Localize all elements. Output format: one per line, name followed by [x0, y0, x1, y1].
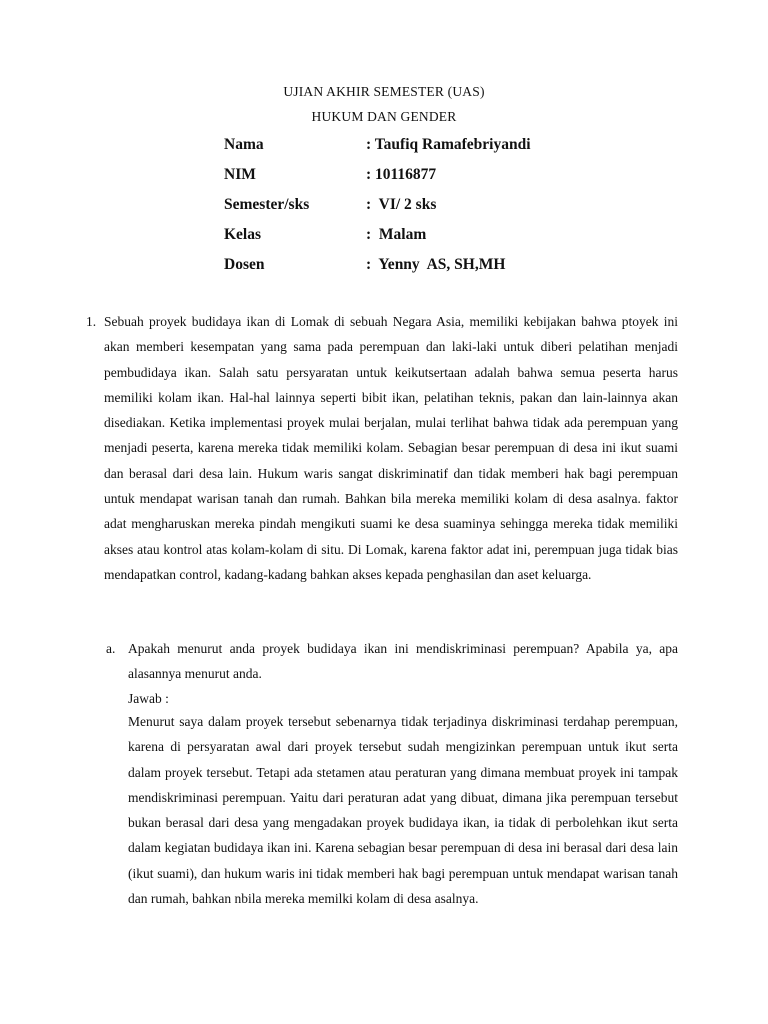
subquestion-letter: a. — [106, 641, 116, 656]
identity-value: : Malam — [366, 226, 427, 243]
subquestion-text: Apakah menurut anda proyek budidaya ikan ini mendiskriminasi perempuan? Apabila ya, apa alasannya menurut anda. — [128, 641, 678, 682]
identity-label: Nama — [224, 136, 264, 153]
identity-label: Kelas — [224, 226, 262, 243]
question-text: Sebuah proyek budidaya ikan di Lomak di sebuah Negara Asia, memiliki kebijakan bahwa ptoyek ini akan memberi kesempatan yang sama pada perempuan dan laki-laki untuk diberi pelatihan menjadi pembudidaya ikan. Salah satu persyaratan untuk keikutsertaan adalah bahwa semua peserta harus memiliki kolam ikan. Hal-hal lainnya seperti bibit ikan, pelatihan teknis, pakan dan lain-lainnya akan disediakan. Ketika implementasi proyek mulai berjalan, mulai terlihat bahwa tidak ada perempuan yang menjadi peserta, karena mereka tidak memiliki kolam. Sebagian besar perempuan di desa ini ikut suami dan berasal dari desa lain. Hukum waris sangat diskriminatif dan tidak memberi hak bagi perempuan untuk mendapat warisan tanah dan rumah. Bahkan bila mereka memiliki kolam di desa asalnya. faktor adat mengharuskan mereka pindah mengikuti suami ke desa suaminya sehingga mereka tidak memiliki akses atau kontrol atas kolam-kolam di situ. Di Lomak, karena faktor adat ini, perempuan juga tidak bias mendapatkan control, kadang-kadang bahkan akses kepada penghasilan dan aset keluarga. — [104, 314, 678, 582]
answer-label: Jawab : — [128, 691, 169, 706]
identity-label: Dosen — [224, 256, 265, 273]
identity-label: NIM — [224, 166, 256, 183]
course-title: HUKUM DAN GENDER — [311, 109, 457, 124]
answer-text: Menurut saya dalam proyek tersebut sebenarnya tidak terjadinya diskriminasi terdahap perempuan, karena di persyaratan awal dari proyek tersebut sudah mengizinkan perempuan untuk ikut serta dalam proyek tersebut. Tetapi ada stetamen atau peraturan yang dimana membuat proyek ini tampak mendiskriminasi perempuan. Yaitu dari peraturan adat yang dibuat, dimana jika perempuan tersebut bukan berasal dari desa yang mengadakan proyek budidaya ikan, ia tidak di perbolehkan ikut serta dalam kegiatan budidaya ikan ini. Karena sebagian besar perempuan di desa ini berasal dari desa lain (ikut suami), dan hukum waris ini tidak memberi hak bagi perempuan untuk mendapat warisan tanah dan rumah, bahkan nbila mereka memilki kolam di desa asalnya. — [128, 714, 678, 907]
document-title: UJIAN AKHIR SEMESTER (UAS) — [283, 84, 485, 99]
identity-value: : Taufiq Ramafebriyandi — [366, 136, 531, 153]
identity-value: : Yenny AS, SH,MH — [366, 256, 506, 273]
question-number: 1. — [86, 314, 97, 329]
identity-value: : VI/ 2 sks — [366, 196, 437, 213]
identity-label: Semester/sks — [224, 196, 310, 213]
identity-value: : 10116877 — [366, 166, 437, 183]
